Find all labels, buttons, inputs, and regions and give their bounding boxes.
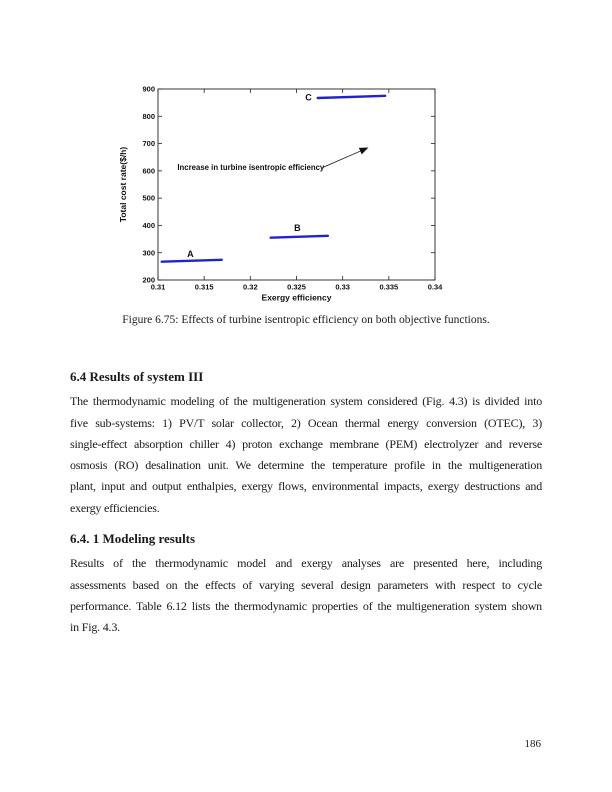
text-line: osmosis (RO) desalination unit. We determine the temperature profile in the multigeneration: [70, 458, 542, 473]
text-line: The thermodynamic modeling of the multigeneration system considered (Fig. 4.3) is divided into: [70, 394, 542, 409]
y-tick-label: 600: [142, 166, 155, 176]
text-line: five sub-systems: 1) PV/T solar collector, 2) Ocean thermal energy conversion (OTEC), 3): [70, 415, 542, 430]
paragraph: [70, 553, 542, 638]
y-tick-label: 900: [142, 84, 155, 94]
section-heading: 6.4 Results of system III: [70, 369, 204, 384]
body-text: [70, 366, 542, 639]
text-line: exergy efficiencies.: [70, 500, 160, 515]
series-label-C: C: [305, 92, 312, 103]
paragraph: [70, 391, 542, 519]
subsection-heading: 6.4. 1 Modeling results: [70, 531, 196, 547]
x-tick-label: 0.34: [427, 282, 443, 292]
text-line: single-effect absorption chiller 4) proton exchange membrane (PEM) electrolyzer and reverse: [70, 436, 542, 451]
annotation-text: Increase in turbine isentropic efficiency: [177, 163, 325, 173]
y-tick-label: 300: [142, 248, 155, 258]
text-line: assessments based on the effects of varying several design parameters with respect to cycle: [70, 577, 542, 592]
page-number: 186: [524, 738, 541, 750]
x-tick-label: 0.31: [150, 282, 166, 292]
x-tick-label: 0.32: [243, 282, 258, 292]
text-line: Results of the thermodynamic model and exergy analyses are presented here, including: [70, 556, 542, 571]
text-line: plant, input and output enthalpies, exergy flows, environmental impacts, exergy destructions and: [70, 479, 542, 494]
figure-6-75: [100, 75, 460, 315]
text-line: in Fig. 4.3.: [70, 620, 120, 635]
series-label-A: A: [187, 249, 194, 260]
y-tick-label: 400: [142, 221, 155, 231]
text-line: performance. Table 6.12 lists the thermodynamic properties of the multigeneration system shown: [70, 598, 542, 613]
x-tick-label: 0.315: [194, 282, 214, 292]
y-axis-label: Total cost rate($/h): [118, 146, 128, 223]
y-tick-label: 800: [142, 111, 155, 121]
x-tick-label: 0.335: [379, 282, 399, 292]
plot-frame: [158, 89, 435, 280]
y-tick-label: 700: [142, 139, 155, 149]
series-B: [271, 236, 328, 238]
series-A: [162, 260, 222, 262]
annotation-arrow: [322, 148, 367, 168]
x-axis-label: Exergy efficiency: [261, 292, 332, 303]
figure-caption: Figure 6.75: Effects of turbine isentropic efficiency on both objective functions.: [122, 314, 490, 326]
x-tick-label: 0.33: [335, 282, 350, 292]
y-tick-label: 200: [142, 275, 155, 285]
series-C: [318, 96, 385, 98]
series-label-B: B: [294, 222, 301, 233]
figure-chart: [100, 75, 460, 315]
y-tick-label: 500: [142, 193, 155, 203]
x-tick-label: 0.325: [287, 282, 306, 292]
